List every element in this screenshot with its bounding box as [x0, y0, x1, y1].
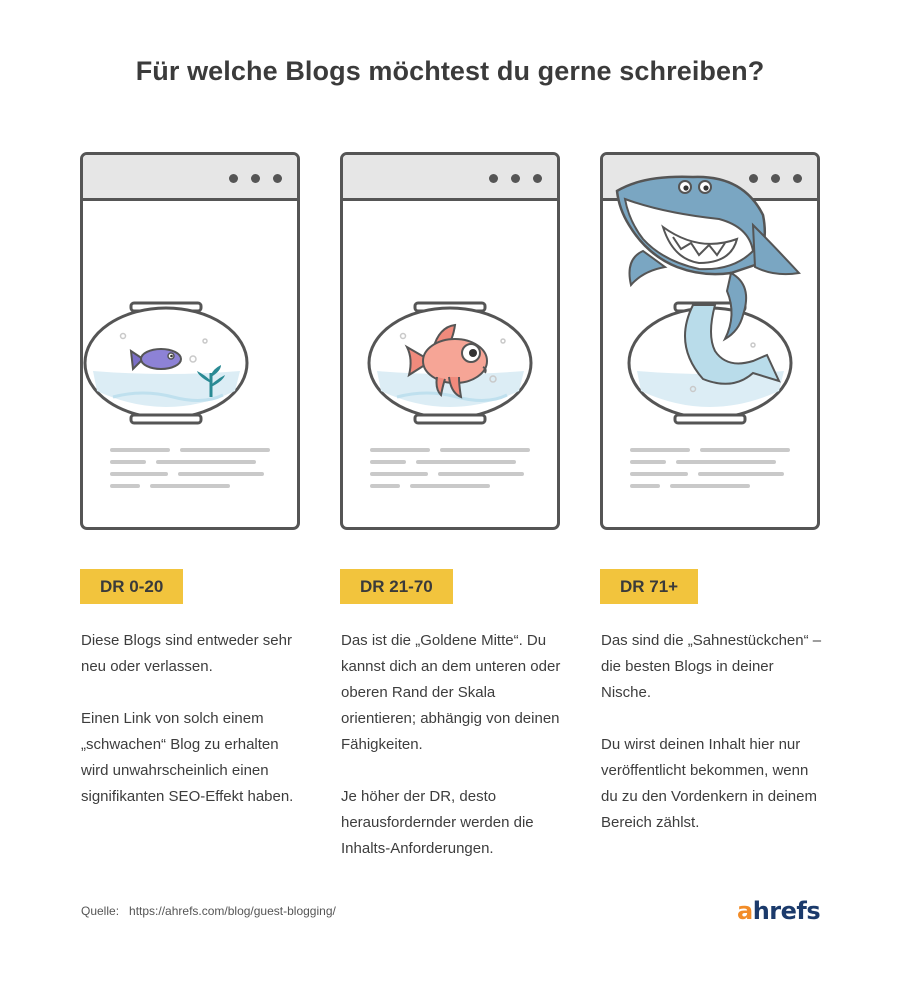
- description-paragraph: Diese Blogs sind entweder sehr neu oder verlassen.: [81, 632, 292, 675]
- browser-window-card-2: [340, 152, 560, 530]
- small-fish-icon: [83, 201, 297, 431]
- dr-badge-2: DR 21-70: [340, 569, 453, 604]
- browser-titlebar: [83, 155, 297, 201]
- window-dot-icon: [489, 174, 498, 183]
- source-link[interactable]: https://ahrefs.com/blog/guest-blogging/: [129, 904, 336, 918]
- text-placeholder-lines: [110, 448, 275, 492]
- window-dot-icon: [273, 174, 282, 183]
- description-column-1: [81, 628, 297, 836]
- description-paragraph: Das ist die „Goldene Mitte“. Du kannst dich an dem unteren oder oberen Rand der Skala orientieren; abhängig von deinen Fähigkeiten.: [341, 632, 561, 753]
- browser-titlebar: [343, 155, 557, 201]
- description-paragraph: Einen Link von solch einem „schwachen“ Blog zu erhalten wird unwahrscheinlich einen signifikanten SEO-Effekt haben.: [81, 710, 294, 805]
- goldfish-icon: [343, 201, 557, 431]
- dr-badge-1: DR 0-20: [80, 569, 183, 604]
- description-column-2: [341, 628, 567, 888]
- browser-window-card-3: [600, 152, 820, 530]
- text-placeholder-lines: [370, 448, 535, 492]
- shark-icon: [603, 155, 817, 435]
- window-dot-icon: [511, 174, 520, 183]
- description-column-3: [601, 628, 827, 862]
- text-placeholder-lines: [630, 448, 795, 492]
- window-dot-icon: [533, 174, 542, 183]
- description-paragraph: Du wirst deinen Inhalt hier nur veröffentlicht bekommen, wenn du zu den Vordenkern in deinem Bereich zählst.: [601, 736, 817, 831]
- dr-badge-3: DR 71+: [600, 569, 698, 604]
- source-citation: [81, 904, 336, 918]
- window-dot-icon: [229, 174, 238, 183]
- window-dot-icon: [251, 174, 260, 183]
- browser-window-card-1: [80, 152, 300, 530]
- description-paragraph: Das sind die „Sahnestückchen“ – die besten Blogs in deiner Nische.: [601, 632, 822, 701]
- page-title: Für welche Blogs möchtest du gerne schreiben?: [135, 56, 765, 86]
- description-paragraph: Je höher der DR, desto herausfordernder werden die Inhalts-Anforderungen.: [341, 788, 534, 857]
- source-label: Quelle:: [81, 904, 120, 918]
- ahrefs-logo: ahrefs: [737, 897, 821, 925]
